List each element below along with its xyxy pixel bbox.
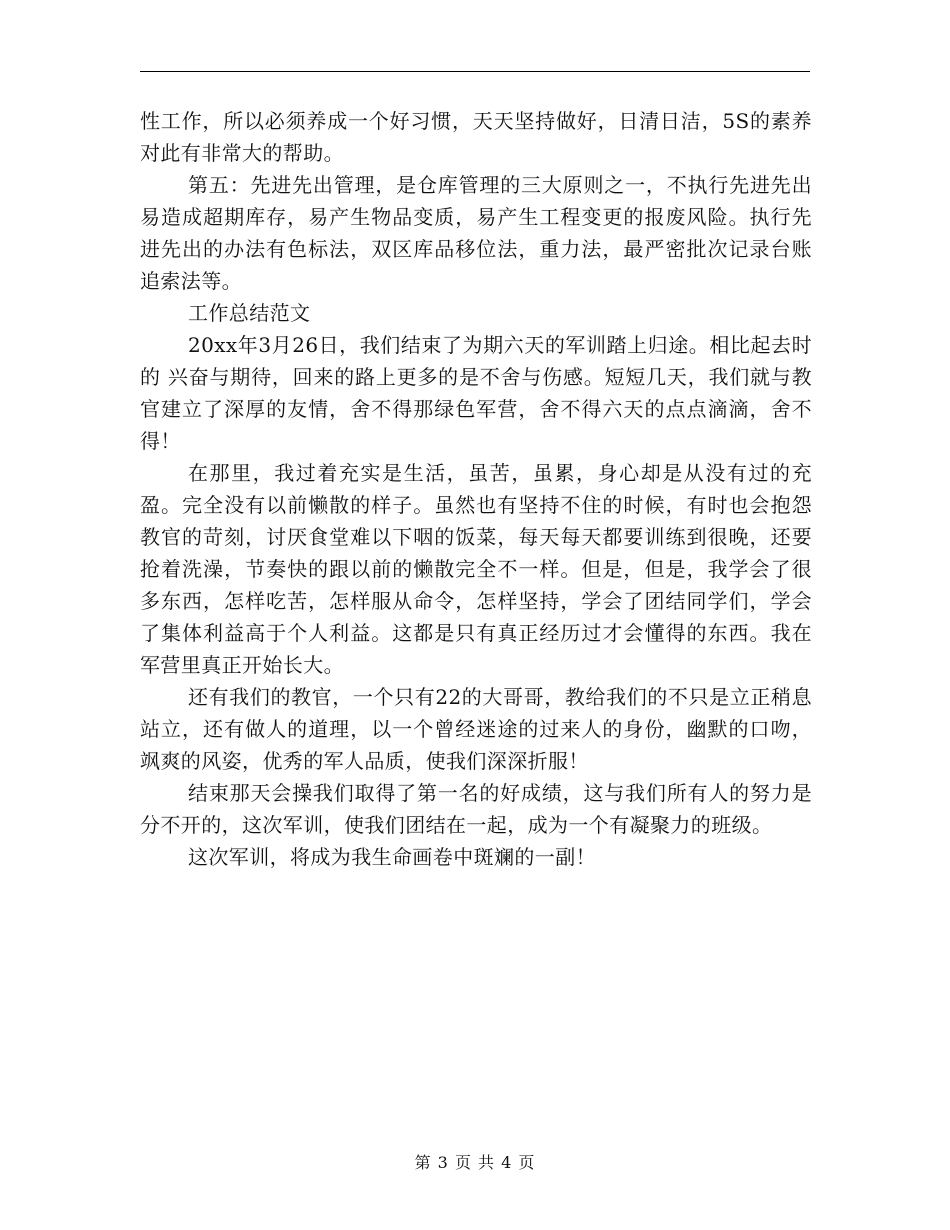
paragraph-fifo-management: 第五：先进先出管理，是仓库管理的三大原则之一，不执行先进先出易造成超期库存，易产生物品变质，易产生工程变更的报废风险。执行先进先出的办法有色标法，双区库品移位法，重力法，最严密批次记录台账追索法等。	[140, 173, 812, 293]
section-heading: 工作总结范文	[188, 301, 311, 325]
paragraph-continuation: 性工作，所以必须养成一个好习惯，天天坚持做好，日清日洁，5S的素养对此有非常大的帮助。	[140, 109, 812, 165]
paragraph-camp-life: 在那里，我过着充实是生活，虽苦，虽累，身心却是从没有过的充盈。完全没有以前懒散的样子。虽然也有坚持不住的时候，有时也会抱怨教官的苛刻，讨厌食堂难以下咽的饭菜，每天每天都要训练到很晚，还要抢着洗澡，节奏快的跟以前的懒散完全不一样。但是，但是，我学会了很多东西，怎样吃苦，怎样服从命令，怎样坚持，学会了团结同学们，学会了集体利益高于个人利益。这都是只有真正经历过才会懂得的东西。我在军营里真正开始长大。	[140, 461, 812, 677]
paragraph-instructor: 还有我们的教官，一个只有22的大哥哥，教给我们的不只是立正稍息站立，还有做人的道理，以一个曾经迷途的过来人的身份，幽默的口吻，飒爽的风姿，优秀的军人品质，使我们深深折服！	[140, 685, 812, 773]
header-rule	[140, 71, 810, 72]
document-body	[140, 105, 812, 873]
paragraph-training-end: 20xx年3月26日，我们结束了为期六天的军训踏上归途。相比起去时的 兴奋与期待，回来的路上更多的是不舍与伤感。短短几天，我们就与教官建立了深厚的友情，舍不得那绿色军营，舍不得六天的点点滴滴，舍不得！	[140, 333, 812, 453]
page-number: 第 3 页 共 4 页	[414, 1153, 536, 1172]
paragraph-drill-result: 结束那天会操我们取得了第一名的好成绩，这与我们所有人的努力是分不开的，这次军训，使我们团结在一起，成为一个有凝聚力的班级。	[140, 781, 812, 837]
paragraph-closing: 这次军训，将成为我生命画卷中斑斓的一副！	[188, 845, 596, 869]
